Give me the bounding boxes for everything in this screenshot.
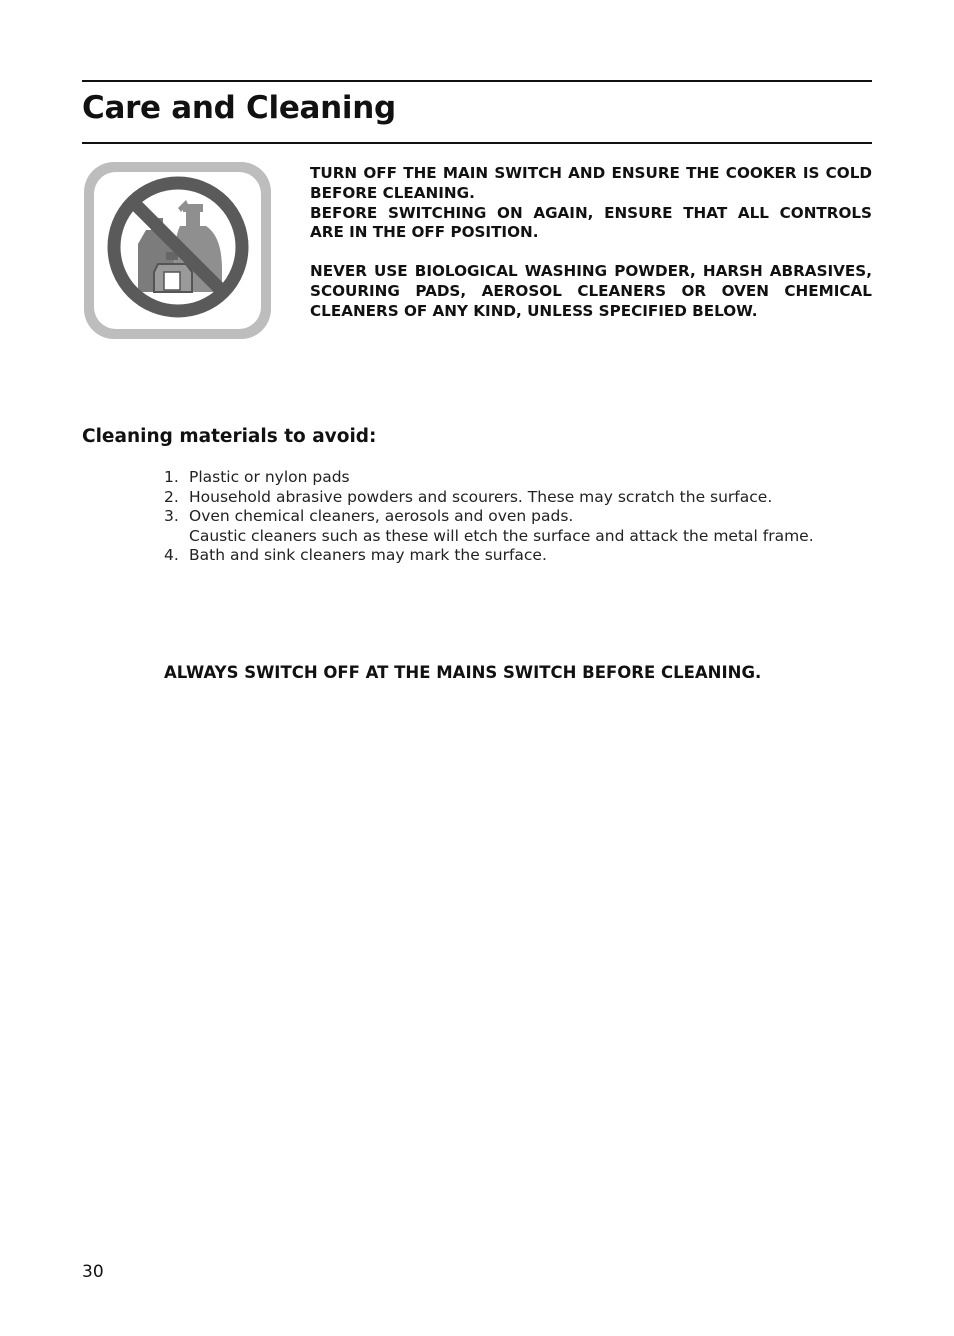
page-number: 30 (82, 1262, 104, 1282)
header-rule-bottom (82, 142, 872, 144)
list-item-number: 3. (164, 507, 179, 526)
avoid-heading: Cleaning materials to avoid: (82, 426, 377, 447)
list-item-text: Household abrasive powders and scourers. These may scratch the surface. (189, 487, 773, 506)
list-item-text: Bath and sink cleaners may mark the surface. (189, 546, 547, 565)
page-title: Care and Cleaning (82, 90, 396, 126)
list-item-note: Caustic cleaners such as these will etch the surface and attack the metal frame. (189, 526, 814, 545)
warning-line-never-use: NEVER USE BIOLOGICAL WASHING POWDER, HARSH ABRASIVES, SCOURING PADS, AEROSOL CLEANERS OR OVEN CHEMICAL CLEANERS OF ANY KIND, UNLESS SPECIFIED BELOW. (310, 262, 872, 320)
list-item (164, 507, 864, 546)
header-rule-top (82, 80, 872, 82)
warning-line-switch-off: TURN OFF THE MAIN SWITCH AND ENSURE THE COOKER IS COLD BEFORE CLEANING. (310, 164, 872, 202)
safety-warning (310, 164, 872, 322)
list-item (164, 488, 864, 508)
warning-line-controls-off: BEFORE SWITCHING ON AGAIN, ENSURE THAT ALL CONTROLS ARE IN THE OFF POSITION. (310, 203, 872, 242)
list-item-number: 4. (164, 546, 179, 565)
list-item (164, 546, 864, 566)
list-item (164, 468, 864, 488)
list-item-number: 2. (164, 487, 179, 506)
list-item-text: Plastic or nylon pads (189, 468, 350, 486)
avoid-list (164, 468, 864, 566)
list-item-number: 1. (164, 468, 179, 486)
list-item-text: Oven chemical cleaners, aerosols and oven pads. (189, 507, 574, 526)
mains-switch-notice: ALWAYS SWITCH OFF AT THE MAINS SWITCH BEFORE CLEANING. (164, 663, 762, 682)
no-cleaning-chemicals-icon (82, 160, 273, 341)
